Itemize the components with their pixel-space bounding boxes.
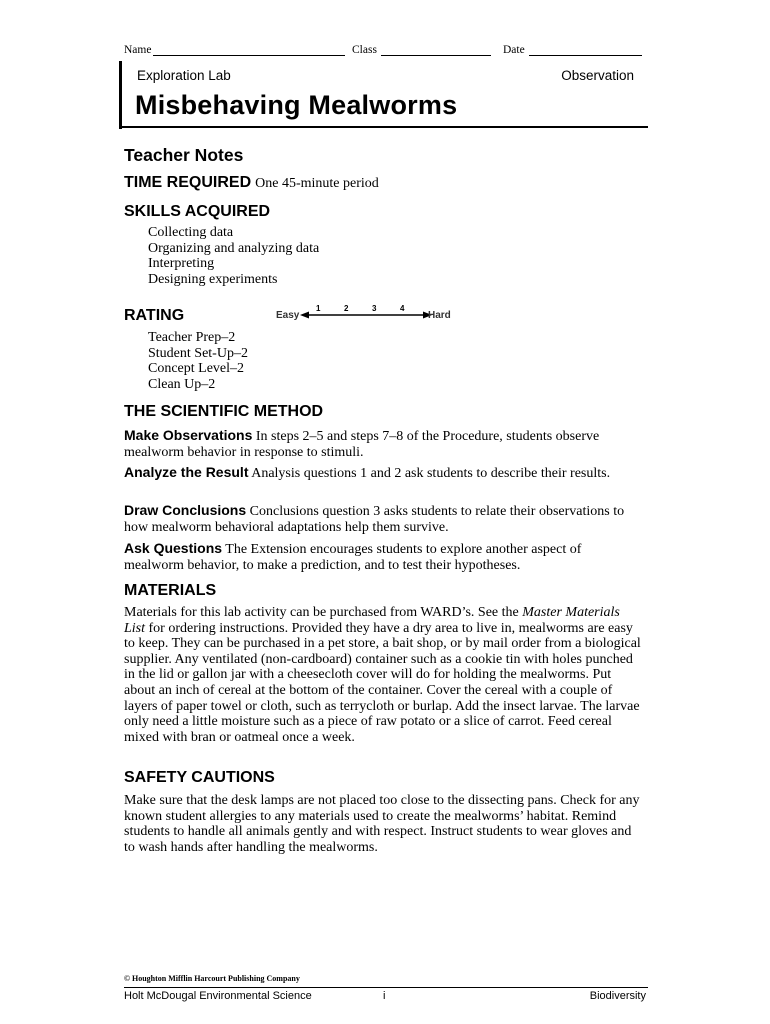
scale-easy-label: Easy — [276, 310, 300, 321]
skills-heading: SKILLS ACQUIRED — [124, 203, 271, 220]
method-entry-text: In steps 2–5 and steps 7–8 of the Procedure, students observe mealworm behavior in response to stimuli. — [124, 429, 600, 460]
rating-list — [148, 330, 248, 392]
list-item: Collecting data — [148, 225, 234, 240]
class-blank[interactable] — [381, 44, 491, 56]
method-entry-questions — [124, 541, 644, 573]
name-field — [124, 44, 345, 56]
footer-rule — [124, 987, 648, 988]
method-entry-text: Conclusions question 3 asks students to relate their observations to how mealworm behavioral adaptations help them survive. — [124, 504, 625, 535]
method-entry-analyze — [124, 465, 644, 482]
method-entry-text: Analysis questions 1 and 2 ask students to describe their results. — [248, 466, 611, 481]
time-required-value: One 45-minute period — [255, 176, 379, 191]
list-item: Designing experiments — [148, 271, 278, 287]
materials-text — [124, 605, 644, 745]
footer-book: Holt McDougal Environmental Science — [124, 990, 312, 1002]
class-field — [352, 44, 491, 56]
method-entry-label: Ask Questions — [124, 540, 223, 556]
list-item: Interpreting — [148, 256, 215, 272]
name-label: Name — [124, 44, 152, 56]
difficulty-scale — [276, 304, 456, 324]
footer-page-number: i — [383, 990, 386, 1002]
method-entry-observations — [124, 428, 644, 460]
scale-hard-label: Hard — [428, 310, 451, 321]
scale-number: 4 — [400, 304, 405, 313]
list-item: Teacher Prep–2 — [148, 330, 236, 345]
rating-heading: RATING — [124, 307, 185, 324]
list-item: Student Set-Up–2 — [148, 345, 248, 361]
time-required-label: TIME REQUIRED — [124, 174, 252, 191]
lab-kind: Observation — [561, 68, 634, 83]
date-label: Date — [503, 44, 525, 56]
list-item: Concept Level–2 — [148, 361, 245, 377]
date-blank[interactable] — [529, 44, 642, 56]
materials-text-part: Materials for this lab activity can be purchased from WARD’s. See the — [124, 605, 523, 620]
materials-heading: MATERIALS — [124, 582, 217, 599]
date-field — [503, 44, 642, 56]
list-item: Organizing and analyzing data — [148, 240, 320, 256]
safety-text: Make sure that the desk lamps are not placed too close to the dissecting pans. Check for any known student allergies to any materials used to create the mealworms’ habitat. Remind students to handle all animals gently and with respect. Instruct students to wear gloves and to wash hands after handling the mealworms. — [124, 793, 640, 855]
copyright-note: © Houghton Mifflin Harcourt Publishing Company — [124, 974, 300, 983]
footer-unit: Biodiversity — [589, 990, 646, 1002]
method-entry-conclusions — [124, 503, 644, 535]
safety-heading: SAFETY CAUTIONS — [124, 769, 275, 786]
materials-text-part: for ordering instructions. Provided they have a dry area to live in, mealworms are easy to keep. They can be purchased in a pet store, a bait shop, or by mail order from a biological supplier. Any ventilated (non-cardboard) container such as a cookie tin with holes punched in the lid or gallon jar with a cheesecloth cover will do for holding the mealworms. Put about an inch of cereal at the bottom of the container. Cover the cereal with a couple of layers of paper towel or cloth, such as terrycloth or burlap. Add the insect larvae. The larvae only need a little moisture such as a piece of raw potato or a slice of carrot. Feed cereal mixed with bran or oatmeal once a week. — [124, 620, 641, 745]
class-label: Class — [352, 44, 377, 56]
method-entry-label: Analyze the Result — [124, 464, 249, 480]
name-blank[interactable] — [153, 44, 345, 56]
title-rule — [119, 126, 648, 128]
title-bar-vertical — [119, 61, 122, 129]
skills-list — [148, 225, 319, 287]
scientific-method-heading: THE SCIENTIFIC METHOD — [124, 403, 324, 420]
method-entry-label: Make Observations — [124, 427, 253, 443]
time-required — [124, 174, 379, 192]
method-entry-label: Draw Conclusions — [124, 502, 247, 518]
teacher-notes-heading: Teacher Notes — [124, 145, 244, 165]
materials-list-title: Master Materials List — [124, 605, 620, 636]
page-title: Misbehaving Mealworms — [135, 90, 458, 120]
method-entry-text: The Extension encourages students to explore another aspect of mealworm behavior, to make a prediction, and to test their hypotheses. — [124, 542, 582, 573]
scale-number: 2 — [344, 304, 349, 313]
scale-number: 3 — [372, 304, 377, 313]
lab-type: Exploration Lab — [137, 68, 231, 83]
list-item: Clean Up–2 — [148, 376, 216, 392]
scale-number: 1 — [316, 304, 321, 313]
